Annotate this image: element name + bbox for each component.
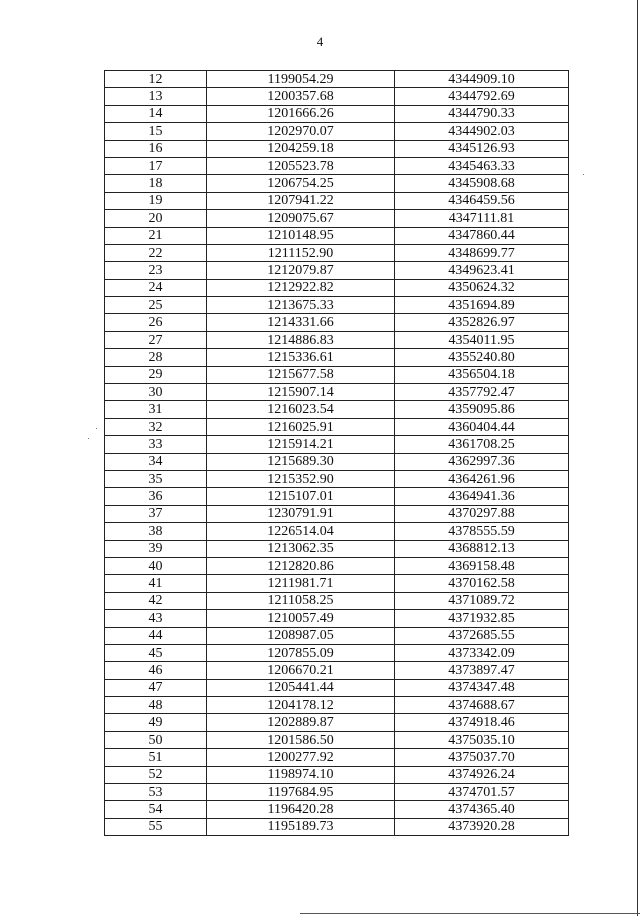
point-number-cell: 32 bbox=[105, 418, 207, 435]
y-coordinate-cell: 4359095.86 bbox=[395, 401, 569, 418]
table-row bbox=[105, 644, 569, 661]
point-number-cell: 17 bbox=[105, 157, 207, 174]
point-number-cell: 27 bbox=[105, 331, 207, 348]
y-coordinate-cell: 4345126.93 bbox=[395, 140, 569, 157]
table-row bbox=[105, 123, 569, 140]
x-coordinate-cell: 1199054.29 bbox=[207, 71, 395, 88]
table-row bbox=[105, 592, 569, 609]
x-coordinate-cell: 1215352.90 bbox=[207, 470, 395, 487]
y-coordinate-cell: 4356504.18 bbox=[395, 366, 569, 383]
x-coordinate-cell: 1209075.67 bbox=[207, 210, 395, 227]
x-coordinate-cell: 1207941.22 bbox=[207, 192, 395, 209]
table-row bbox=[105, 71, 569, 88]
x-coordinate-cell: 1200277.92 bbox=[207, 749, 395, 766]
table-row bbox=[105, 384, 569, 401]
point-number-cell: 48 bbox=[105, 697, 207, 714]
x-coordinate-cell: 1226514.04 bbox=[207, 523, 395, 540]
point-number-cell: 30 bbox=[105, 384, 207, 401]
table-row bbox=[105, 540, 569, 557]
point-number-cell: 19 bbox=[105, 192, 207, 209]
table-row bbox=[105, 662, 569, 679]
point-number-cell: 55 bbox=[105, 818, 207, 835]
point-number-cell: 49 bbox=[105, 714, 207, 731]
y-coordinate-cell: 4351694.89 bbox=[395, 297, 569, 314]
x-coordinate-cell: 1196420.28 bbox=[207, 801, 395, 818]
x-coordinate-cell: 1212820.86 bbox=[207, 557, 395, 574]
y-coordinate-cell: 4374701.57 bbox=[395, 784, 569, 801]
point-number-cell: 40 bbox=[105, 557, 207, 574]
x-coordinate-cell: 1202970.07 bbox=[207, 123, 395, 140]
table-row bbox=[105, 557, 569, 574]
x-coordinate-cell: 1211981.71 bbox=[207, 575, 395, 592]
table-row bbox=[105, 227, 569, 244]
x-coordinate-cell: 1215336.61 bbox=[207, 349, 395, 366]
table-row bbox=[105, 697, 569, 714]
y-coordinate-cell: 4371089.72 bbox=[395, 592, 569, 609]
x-coordinate-cell: 1214886.83 bbox=[207, 331, 395, 348]
coordinates-table bbox=[104, 70, 569, 836]
table-row bbox=[105, 801, 569, 818]
x-coordinate-cell: 1216025.91 bbox=[207, 418, 395, 435]
point-number-cell: 12 bbox=[105, 71, 207, 88]
y-coordinate-cell: 4344909.10 bbox=[395, 71, 569, 88]
table-row bbox=[105, 192, 569, 209]
point-number-cell: 53 bbox=[105, 784, 207, 801]
table-row bbox=[105, 784, 569, 801]
table-row bbox=[105, 279, 569, 296]
y-coordinate-cell: 4372685.55 bbox=[395, 627, 569, 644]
x-coordinate-cell: 1215689.30 bbox=[207, 453, 395, 470]
point-number-cell: 46 bbox=[105, 662, 207, 679]
table-row bbox=[105, 488, 569, 505]
y-coordinate-cell: 4344792.69 bbox=[395, 88, 569, 105]
x-coordinate-cell: 1212922.82 bbox=[207, 279, 395, 296]
x-coordinate-cell: 1208987.05 bbox=[207, 627, 395, 644]
point-number-cell: 14 bbox=[105, 105, 207, 122]
point-number-cell: 52 bbox=[105, 766, 207, 783]
y-coordinate-cell: 4362997.36 bbox=[395, 453, 569, 470]
y-coordinate-cell: 4374365.40 bbox=[395, 801, 569, 818]
y-coordinate-cell: 4368812.13 bbox=[395, 540, 569, 557]
table-row bbox=[105, 766, 569, 783]
point-number-cell: 37 bbox=[105, 505, 207, 522]
y-coordinate-cell: 4373920.28 bbox=[395, 818, 569, 835]
x-coordinate-cell: 1215914.21 bbox=[207, 436, 395, 453]
y-coordinate-cell: 4352826.97 bbox=[395, 314, 569, 331]
y-coordinate-cell: 4378555.59 bbox=[395, 523, 569, 540]
table-row bbox=[105, 610, 569, 627]
table-row bbox=[105, 331, 569, 348]
table-row bbox=[105, 575, 569, 592]
table-row bbox=[105, 366, 569, 383]
x-coordinate-cell: 1204178.12 bbox=[207, 697, 395, 714]
x-coordinate-cell: 1204259.18 bbox=[207, 140, 395, 157]
y-coordinate-cell: 4344790.33 bbox=[395, 105, 569, 122]
point-number-cell: 44 bbox=[105, 627, 207, 644]
y-coordinate-cell: 4373342.09 bbox=[395, 644, 569, 661]
table-row bbox=[105, 314, 569, 331]
point-number-cell: 41 bbox=[105, 575, 207, 592]
table-row bbox=[105, 175, 569, 192]
y-coordinate-cell: 4374926.24 bbox=[395, 766, 569, 783]
point-number-cell: 38 bbox=[105, 523, 207, 540]
x-coordinate-cell: 1213675.33 bbox=[207, 297, 395, 314]
y-coordinate-cell: 4345908.68 bbox=[395, 175, 569, 192]
x-coordinate-cell: 1198974.10 bbox=[207, 766, 395, 783]
x-coordinate-cell: 1206670.21 bbox=[207, 662, 395, 679]
page-edge-line-bottom bbox=[300, 913, 640, 914]
y-coordinate-cell: 4373897.47 bbox=[395, 662, 569, 679]
point-number-cell: 39 bbox=[105, 540, 207, 557]
table-row bbox=[105, 157, 569, 174]
table-row bbox=[105, 349, 569, 366]
x-coordinate-cell: 1206754.25 bbox=[207, 175, 395, 192]
point-number-cell: 20 bbox=[105, 210, 207, 227]
table-row bbox=[105, 297, 569, 314]
point-number-cell: 25 bbox=[105, 297, 207, 314]
y-coordinate-cell: 4347111.81 bbox=[395, 210, 569, 227]
point-number-cell: 16 bbox=[105, 140, 207, 157]
table-row bbox=[105, 262, 569, 279]
point-number-cell: 45 bbox=[105, 644, 207, 661]
x-coordinate-cell: 1214331.66 bbox=[207, 314, 395, 331]
table-row bbox=[105, 140, 569, 157]
y-coordinate-cell: 4345463.33 bbox=[395, 157, 569, 174]
scan-speck bbox=[583, 174, 584, 175]
table-row bbox=[105, 453, 569, 470]
point-number-cell: 22 bbox=[105, 244, 207, 261]
y-coordinate-cell: 4355240.80 bbox=[395, 349, 569, 366]
y-coordinate-cell: 4369158.48 bbox=[395, 557, 569, 574]
x-coordinate-cell: 1211152.90 bbox=[207, 244, 395, 261]
y-coordinate-cell: 4375035.10 bbox=[395, 731, 569, 748]
table-row bbox=[105, 627, 569, 644]
point-number-cell: 21 bbox=[105, 227, 207, 244]
point-number-cell: 54 bbox=[105, 801, 207, 818]
y-coordinate-cell: 4357792.47 bbox=[395, 384, 569, 401]
y-coordinate-cell: 4346459.56 bbox=[395, 192, 569, 209]
y-coordinate-cell: 4374688.67 bbox=[395, 697, 569, 714]
y-coordinate-cell: 4370297.88 bbox=[395, 505, 569, 522]
x-coordinate-cell: 1215107.01 bbox=[207, 488, 395, 505]
point-number-cell: 34 bbox=[105, 453, 207, 470]
table-row bbox=[105, 401, 569, 418]
point-number-cell: 26 bbox=[105, 314, 207, 331]
x-coordinate-cell: 1212079.87 bbox=[207, 262, 395, 279]
point-number-cell: 33 bbox=[105, 436, 207, 453]
y-coordinate-cell: 4350624.32 bbox=[395, 279, 569, 296]
point-number-cell: 13 bbox=[105, 88, 207, 105]
x-coordinate-cell: 1201586.50 bbox=[207, 731, 395, 748]
x-coordinate-cell: 1210057.49 bbox=[207, 610, 395, 627]
y-coordinate-cell: 4371932.85 bbox=[395, 610, 569, 627]
point-number-cell: 36 bbox=[105, 488, 207, 505]
x-coordinate-cell: 1207855.09 bbox=[207, 644, 395, 661]
x-coordinate-cell: 1197684.95 bbox=[207, 784, 395, 801]
table-row bbox=[105, 731, 569, 748]
x-coordinate-cell: 1195189.73 bbox=[207, 818, 395, 835]
table-row bbox=[105, 105, 569, 122]
point-number-cell: 24 bbox=[105, 279, 207, 296]
table-row bbox=[105, 505, 569, 522]
y-coordinate-cell: 4344902.03 bbox=[395, 123, 569, 140]
table-row bbox=[105, 244, 569, 261]
point-number-cell: 42 bbox=[105, 592, 207, 609]
y-coordinate-cell: 4375037.70 bbox=[395, 749, 569, 766]
point-number-cell: 15 bbox=[105, 123, 207, 140]
table-row bbox=[105, 210, 569, 227]
point-number-cell: 18 bbox=[105, 175, 207, 192]
scan-speck bbox=[88, 438, 89, 439]
x-coordinate-cell: 1215677.58 bbox=[207, 366, 395, 383]
point-number-cell: 47 bbox=[105, 679, 207, 696]
table-row bbox=[105, 523, 569, 540]
point-number-cell: 29 bbox=[105, 366, 207, 383]
table-row bbox=[105, 714, 569, 731]
point-number-cell: 50 bbox=[105, 731, 207, 748]
page-number: 4 bbox=[316, 34, 324, 49]
y-coordinate-cell: 4347860.44 bbox=[395, 227, 569, 244]
point-number-cell: 35 bbox=[105, 470, 207, 487]
table-row bbox=[105, 418, 569, 435]
point-number-cell: 43 bbox=[105, 610, 207, 627]
y-coordinate-cell: 4349623.41 bbox=[395, 262, 569, 279]
page-edge-line bbox=[637, 0, 638, 916]
x-coordinate-cell: 1213062.35 bbox=[207, 540, 395, 557]
x-coordinate-cell: 1211058.25 bbox=[207, 592, 395, 609]
y-coordinate-cell: 4364261.96 bbox=[395, 470, 569, 487]
x-coordinate-cell: 1202889.87 bbox=[207, 714, 395, 731]
y-coordinate-cell: 4374347.48 bbox=[395, 679, 569, 696]
y-coordinate-cell: 4370162.58 bbox=[395, 575, 569, 592]
table-row bbox=[105, 818, 569, 835]
x-coordinate-cell: 1230791.91 bbox=[207, 505, 395, 522]
table-row bbox=[105, 470, 569, 487]
y-coordinate-cell: 4361708.25 bbox=[395, 436, 569, 453]
table-row bbox=[105, 749, 569, 766]
x-coordinate-cell: 1205441.44 bbox=[207, 679, 395, 696]
point-number-cell: 23 bbox=[105, 262, 207, 279]
scan-speck bbox=[96, 428, 97, 429]
x-coordinate-cell: 1216023.54 bbox=[207, 401, 395, 418]
coordinates-table-body bbox=[105, 71, 569, 836]
y-coordinate-cell: 4364941.36 bbox=[395, 488, 569, 505]
y-coordinate-cell: 4360404.44 bbox=[395, 418, 569, 435]
point-number-cell: 28 bbox=[105, 349, 207, 366]
x-coordinate-cell: 1205523.78 bbox=[207, 157, 395, 174]
table-row bbox=[105, 436, 569, 453]
point-number-cell: 31 bbox=[105, 401, 207, 418]
x-coordinate-cell: 1210148.95 bbox=[207, 227, 395, 244]
y-coordinate-cell: 4374918.46 bbox=[395, 714, 569, 731]
point-number-cell: 51 bbox=[105, 749, 207, 766]
x-coordinate-cell: 1201666.26 bbox=[207, 105, 395, 122]
y-coordinate-cell: 4348699.77 bbox=[395, 244, 569, 261]
table-row bbox=[105, 88, 569, 105]
y-coordinate-cell: 4354011.95 bbox=[395, 331, 569, 348]
x-coordinate-cell: 1200357.68 bbox=[207, 88, 395, 105]
x-coordinate-cell: 1215907.14 bbox=[207, 384, 395, 401]
table-row bbox=[105, 679, 569, 696]
